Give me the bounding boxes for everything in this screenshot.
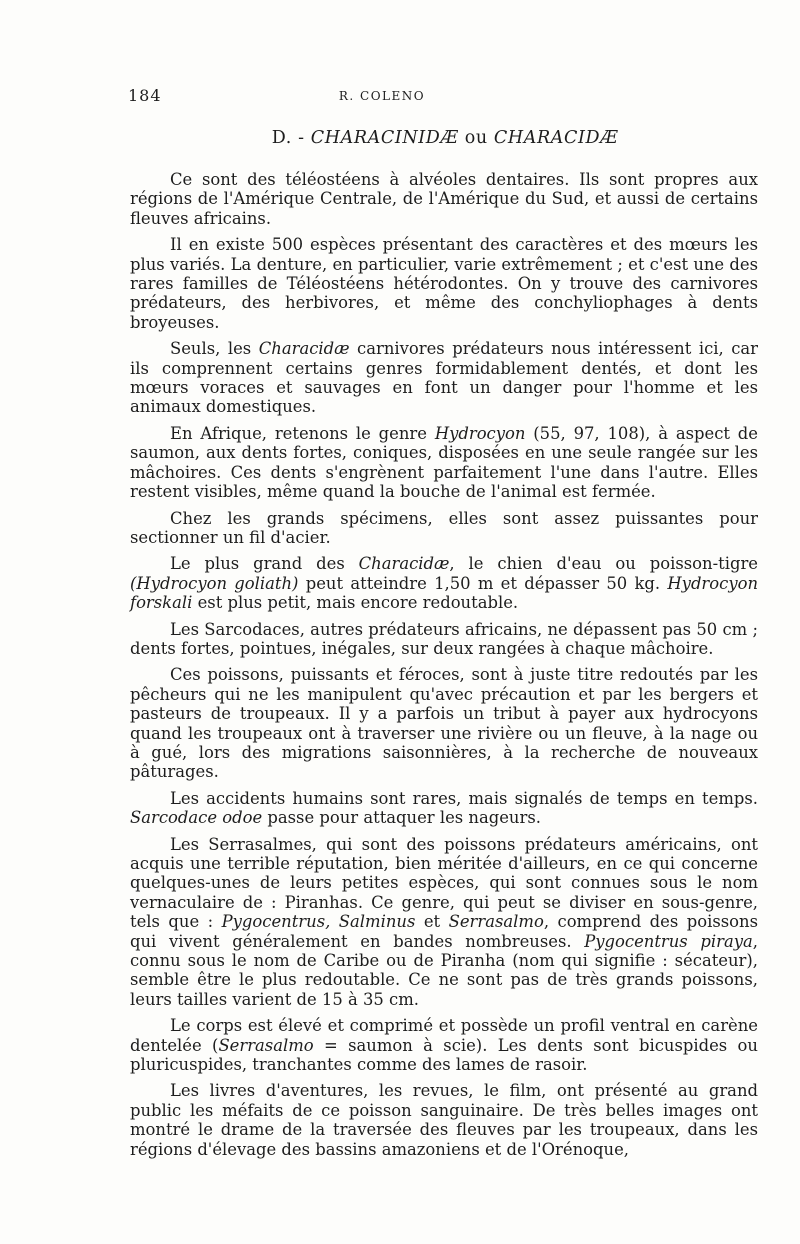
taxon-name: Hydrocyon forskali: [130, 573, 759, 613]
taxon-name: Serrasalmo: [448, 912, 544, 932]
paragraph-text: = saumon à scie). Les dents sont bicuspides ou pluricuspides, tranchantes comme des lames de rasoir.: [130, 1035, 758, 1075]
paragraph-8: [130, 665, 758, 781]
paragraph-text: Chez les grands spécimens, elles sont assez puissantes pour sectionner un fil d'acier.: [130, 508, 758, 547]
paragraph-text: Les livres d'aventures, les revues, le film, ont présenté au grand public les méfaits de ce poisson sanguinaire. De très belles images ont montré le drame de la traversée des fleuves par les troupeaux, dans les régions d'élevage des bassins amazoniens et de l'Orénoque,: [130, 1081, 758, 1159]
paragraph-text: passe pour attaquer les nageurs.: [262, 808, 541, 828]
paragraph-12: [130, 1081, 758, 1159]
taxon-name: Pygocentrus piraya: [584, 931, 753, 951]
paragraph-text: Ce sont des téléostéens à alvéoles dentaires. Ils sont propres aux régions de l'Amérique Centrale, de l'Amérique du Sud, et aussi de certains fleuves africains.: [130, 170, 758, 228]
section-connector: ou: [458, 128, 494, 148]
paragraph-text: , connu sous le nom de Caribe ou de Piranha (nom qui signifie : sécateur), semble être le plus redoutable. Ce ne sont pas de très grands poissons, leurs tailles varient de 15 à 35 cm.: [130, 931, 758, 1009]
paragraph-4: [130, 424, 758, 502]
paragraph-text: Il en existe 500 espèces présentant des caractères et des mœurs les plus variés. La denture, en particulier, varie extrêmement ; et c'est une des rares familles de Téléostéens hétérodontes. On y trouve des carnivores prédateurs, des herbivores, et même des conchyliophages à dents broyeuses.: [130, 235, 758, 332]
paragraph-text: Seuls, les: [170, 339, 259, 359]
paragraph-10: [130, 835, 758, 1010]
running-head-author: R. COLENO: [338, 89, 426, 103]
paragraph-6: [130, 554, 758, 612]
taxon-name: Serrasalmo: [218, 1035, 314, 1055]
paragraph-3: [130, 339, 758, 417]
paragraph-text: , comprend des poissons qui vivent généralement en bandes nombreuses.: [130, 912, 758, 951]
taxon-name: Hydrocyon: [434, 423, 526, 443]
paragraph-text: (55, 97, 108), à aspect de saumon, aux dents fortes, coniques, disposées en une seule rangée sur les mâchoires. Ces dents s'engrènent parfaitement l'une dans l'autre. Elles restent visibles, même quand la bouche de l'animal est fermée.: [130, 423, 758, 502]
paragraph-text: Les accidents humains sont rares, mais signalés de temps en temps.: [170, 788, 758, 808]
taxon-name: Pygocentrus, Salminus: [221, 912, 416, 932]
section-title: [130, 128, 760, 148]
paragraph-text: Le plus grand des: [170, 554, 359, 574]
paragraph-text: peut atteindre 1,50 m et dépasser 50 kg.: [298, 573, 668, 593]
section-prefix: D. -: [271, 128, 311, 148]
paragraph-5: [130, 509, 758, 548]
taxon-name: (Hydrocyon goliath): [130, 573, 299, 593]
paragraph-text: En Afrique, retenons le genre: [170, 423, 435, 443]
taxon-name: Characidæ: [358, 554, 450, 574]
paragraph-text: et: [415, 912, 449, 932]
paragraph-text: , le chien d'eau ou poisson-tigre: [449, 554, 758, 574]
paragraph-9: [130, 789, 758, 828]
paragraph-2: [130, 235, 758, 332]
paragraph-text: Le corps est élevé et comprimé et possède un profil ventral en carène dentelée (: [130, 1016, 758, 1055]
paragraph-text: Ces poissons, puissants et féroces, sont à juste titre redoutés par les pêcheurs qui ne les manipulent qu'avec précaution et par les bergers et pasteurs de troupeaux. Il y a parfois un tribut à payer aux hydrocyons quand les troupeaux ont à traverser une rivière ou un fleuve, à la nage ou à gué, lors des migrations saisonnières, à la recherche de nouveaux pâturages.: [130, 665, 758, 782]
paragraph-text: Les Sarcodaces, autres prédateurs africains, ne dépassent pas 50 cm ; dents fortes, pointues, inégales, sur deux rangées à chaque mâchoire.: [130, 619, 758, 658]
taxon-name: Characidæ: [258, 339, 350, 359]
paragraph-text: est plus petit, mais encore redoutable.: [192, 593, 519, 613]
taxon-name: Sarcodace odoe: [130, 808, 263, 828]
section-family-name-a: CHARACINIDÆ: [310, 128, 459, 148]
paragraph-11: [130, 1016, 758, 1074]
paragraph-7: [130, 620, 758, 659]
paragraph-text: carnivores prédateurs nous intéressent ici, car ils comprennent certains genres formidablement dentés, et dont les mœurs voraces et sauvages en font un danger pour l'homme et les animaux domestiques.: [130, 339, 758, 417]
paragraph-text: Les Serrasalmes, qui sont des poissons prédateurs américains, ont acquis une terrible réputation, bien méritée d'ailleurs, en ce qui concerne quelques-unes de leurs petites espèces, qui sont connues sous le nom vernaculaire de : Piranhas. Ce genre, qui peut se diviser en sous-genre, tels que :: [130, 834, 758, 932]
body-text: [130, 170, 758, 1166]
running-head: [122, 86, 702, 108]
paragraph-1: [130, 170, 758, 228]
section-family-name-b: CHARACIDÆ: [493, 128, 619, 148]
page-number: 184: [128, 86, 162, 105]
